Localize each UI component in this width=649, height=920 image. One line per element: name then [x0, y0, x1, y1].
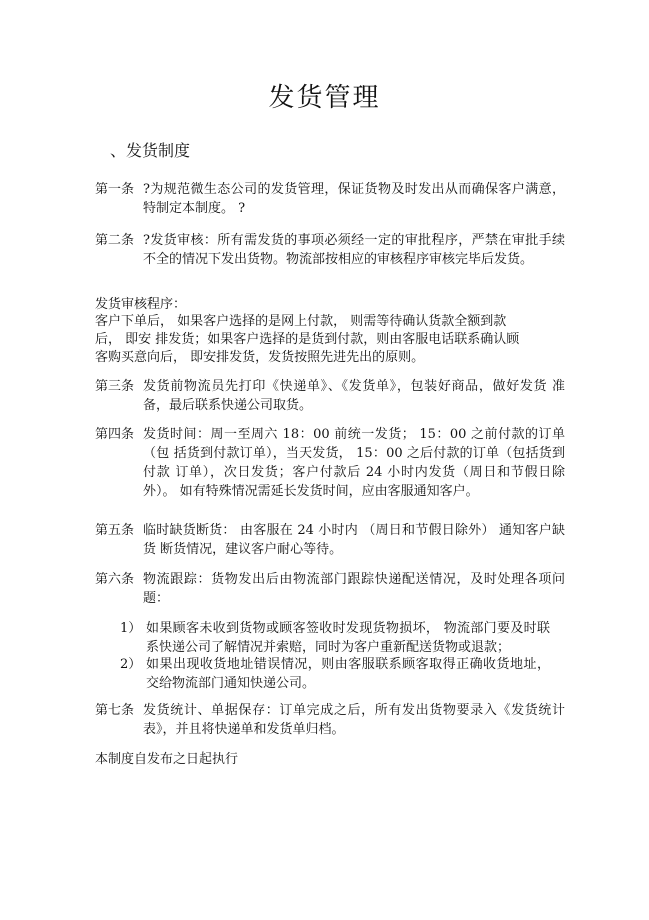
review-line: 客户下单后， 如果客户选择的是网上付款， 则需等待确认货款全额到款	[95, 314, 507, 329]
article-6	[95, 570, 565, 608]
article-5	[95, 521, 565, 559]
list-item	[120, 655, 550, 693]
article-text: 物流跟踪：货物发出后由物流部门跟踪快递配送情况，及时处理各项问 题：	[143, 572, 565, 606]
article-text: 发货前物流员先打印《快递单》、《发货单》，包装好商品，做好发货 准备，最后联系快递公司取货。	[143, 379, 565, 413]
article-1	[95, 180, 565, 218]
section-heading: 、发货制度	[110, 141, 191, 160]
article-label: 第一条	[95, 182, 135, 197]
article-text: 临时缺货断货： 由客服在 24 小时内 （周日和节假日除外） 通知客户缺货 断货情况，建议客户耐心等待。	[143, 523, 565, 557]
list-number: 1）	[120, 621, 142, 636]
article-2	[95, 231, 565, 269]
article-text: ?发货审核：所有需发货的事项必须经一定的审批程序，严禁在审批手续 不全的情况下发出货物。物流部按相应的审核程序审核完毕后发货。	[143, 233, 565, 267]
article-text: 发货时间：周一至周六 18：00 前统一发货； 15：00 之前付款的订单 （包 括货到付款订单），当天发货， 15：00 之后付款的订单（包括货到付款 订单），次日发货；客户付款后 24 小时内发货（周日和节假日除外）。 如有特殊情况需延长发货时间，应由客服通知客户。	[143, 427, 565, 499]
review-line: 客购买意向后， 即安排发货，发货按照先进先出的原则。	[95, 350, 425, 365]
article-label: 第五条	[95, 523, 135, 538]
article-label: 第六条	[95, 572, 135, 587]
article-text: 发货统计、单据保存：订单完成之后，所有发出货物要录入《发货统计 表》，并且将快递单和发货单归档。	[143, 703, 565, 737]
review-heading: 发货审核程序：	[95, 297, 187, 312]
page-title: 发货管理	[268, 83, 381, 113]
review-line: 后， 即安 排发货；如果客户选择的是货到付款，则由客服电话联系确认顾	[95, 332, 520, 347]
list-text: 如果顾客未收到货物或顾客签收时发现货物损坏， 物流部门要及时联 系快递公司了解情况并索赔，同时为客户重新配送货物或退款；	[146, 621, 550, 655]
list-text: 如果出现收货地址错误情况，则由客服联系顾客取得正确收货地址， 交给物流部门通知快递公司。	[146, 657, 550, 691]
article-label: 第七条	[95, 703, 135, 718]
article-label: 第三条	[95, 379, 135, 394]
article-label: 第四条	[95, 427, 135, 442]
article-text: ?为规范微生态公司的发货管理，保证货物及时发出从而确保客户满意， 特制定本制度。 ?	[143, 182, 565, 216]
article-4	[95, 425, 565, 501]
article-7	[95, 701, 565, 739]
article-3	[95, 377, 565, 415]
article-label: 第二条	[95, 233, 135, 248]
list-number: 2）	[120, 657, 142, 672]
footer-note: 本制度自发布之日起执行	[95, 752, 239, 767]
list-item	[120, 619, 550, 657]
